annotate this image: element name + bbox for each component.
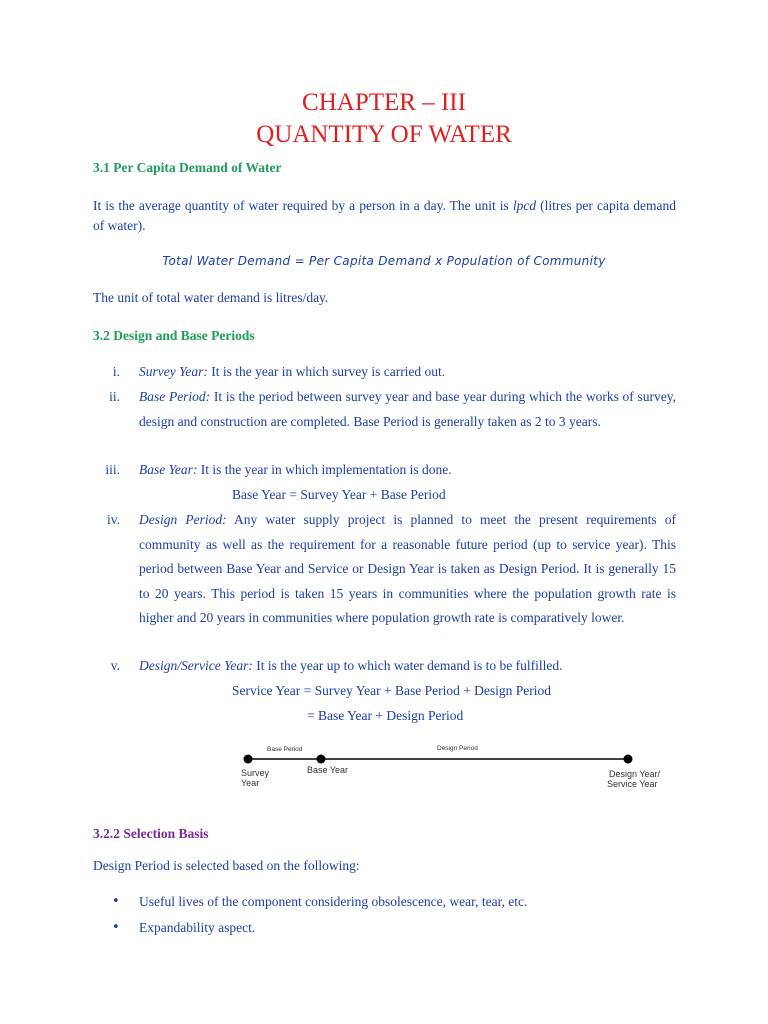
unit-lpcd: lpcd — [512, 198, 537, 213]
list-term: Base Year: — [139, 462, 198, 477]
survey-year-point — [244, 755, 253, 764]
bullet-icon: • — [112, 894, 120, 909]
list-item — [139, 360, 676, 385]
para-text-b: (litres per capita demand of water). — [93, 198, 676, 233]
chapter-number: CHAPTER – III — [302, 89, 466, 116]
service-year-formula: Service Year = Survey Year + Base Period + Design Period — [232, 683, 552, 698]
list-definition: It is the year in which implementation is done. — [197, 462, 452, 477]
base-period-label: Base Period — [267, 746, 303, 753]
total-demand-equation: Total Water Demand = Per Capita Demand x Population of Community — [162, 254, 606, 268]
section-3-1-paragraph — [93, 196, 676, 236]
list-number: iii. — [105, 462, 120, 477]
list-number: i. — [112, 364, 120, 379]
list-term: Design/Service Year: — [139, 658, 253, 673]
selection-basis-intro: Design Period is selected based on the following: — [93, 858, 360, 873]
list-definition: It is the period between survey year and base year during which the works of survey, design and construction are completed. Base Period is generally taken as 2 to 3 years. — [139, 389, 676, 429]
design-period-label: Design Period — [437, 745, 478, 752]
chapter-title: QUANTITY OF WATER — [256, 121, 512, 148]
list-term: Design Period: — [139, 512, 227, 527]
para-text-a: It is the average quantity of water required by a person in a day. The unit is — [93, 198, 513, 213]
design-year-point — [624, 755, 633, 764]
base-year-label: Base Year — [307, 765, 349, 775]
survey-year-label-line1: Survey — [241, 768, 270, 778]
base-year-formula: Base Year = Survey Year + Base Period — [232, 487, 446, 502]
list-item — [139, 385, 676, 434]
design-year-label-line1: Design Year/ — [609, 769, 661, 779]
list-number: iv. — [107, 512, 120, 527]
survey-year-label-line2: Year — [241, 778, 260, 788]
list-item — [139, 508, 676, 631]
list-term: Base Period: — [139, 389, 211, 404]
bullet-icon: • — [112, 920, 120, 935]
list-term: Survey Year: — [139, 364, 208, 379]
list-definition: Any water supply project is planned to meet the present requirements of community as well as the requirement for a reasonable future period (up to service year). This period between Base Year and Service or Design Year is taken as Design Period. It is generally 15 to 20 years. This period is taken 15 years in communities where the population growth rate is higher and 20 years in communities where population growth rate is comparatively lower. — [139, 512, 677, 625]
list-item: Useful lives of the component considering obsolescence, wear, tear, etc. — [139, 894, 528, 909]
period-timeline-diagram — [230, 730, 661, 800]
section-3-1-heading: 3.1 Per Capita Demand of Water — [93, 160, 282, 175]
list-definition: It is the year up to which water demand is to be fulfilled. — [252, 658, 563, 673]
unit-statement: The unit of total water demand is litres/day. — [93, 290, 329, 305]
section-3-2-heading: 3.2 Design and Base Periods — [93, 328, 255, 343]
list-number: v. — [110, 658, 120, 673]
design-year-label-line2: Service Year — [607, 779, 658, 789]
list-item: Expandability aspect. — [139, 920, 256, 935]
base-year-point — [317, 755, 326, 764]
section-3-2-2-heading: 3.2.2 Selection Basis — [93, 826, 209, 841]
list-definition: It is the year in which survey is carried out. — [207, 364, 446, 379]
service-year-formula-simplified: = Base Year + Design Period — [307, 708, 464, 723]
list-item — [139, 458, 676, 483]
list-item — [139, 654, 676, 679]
list-number: ii. — [109, 389, 120, 404]
